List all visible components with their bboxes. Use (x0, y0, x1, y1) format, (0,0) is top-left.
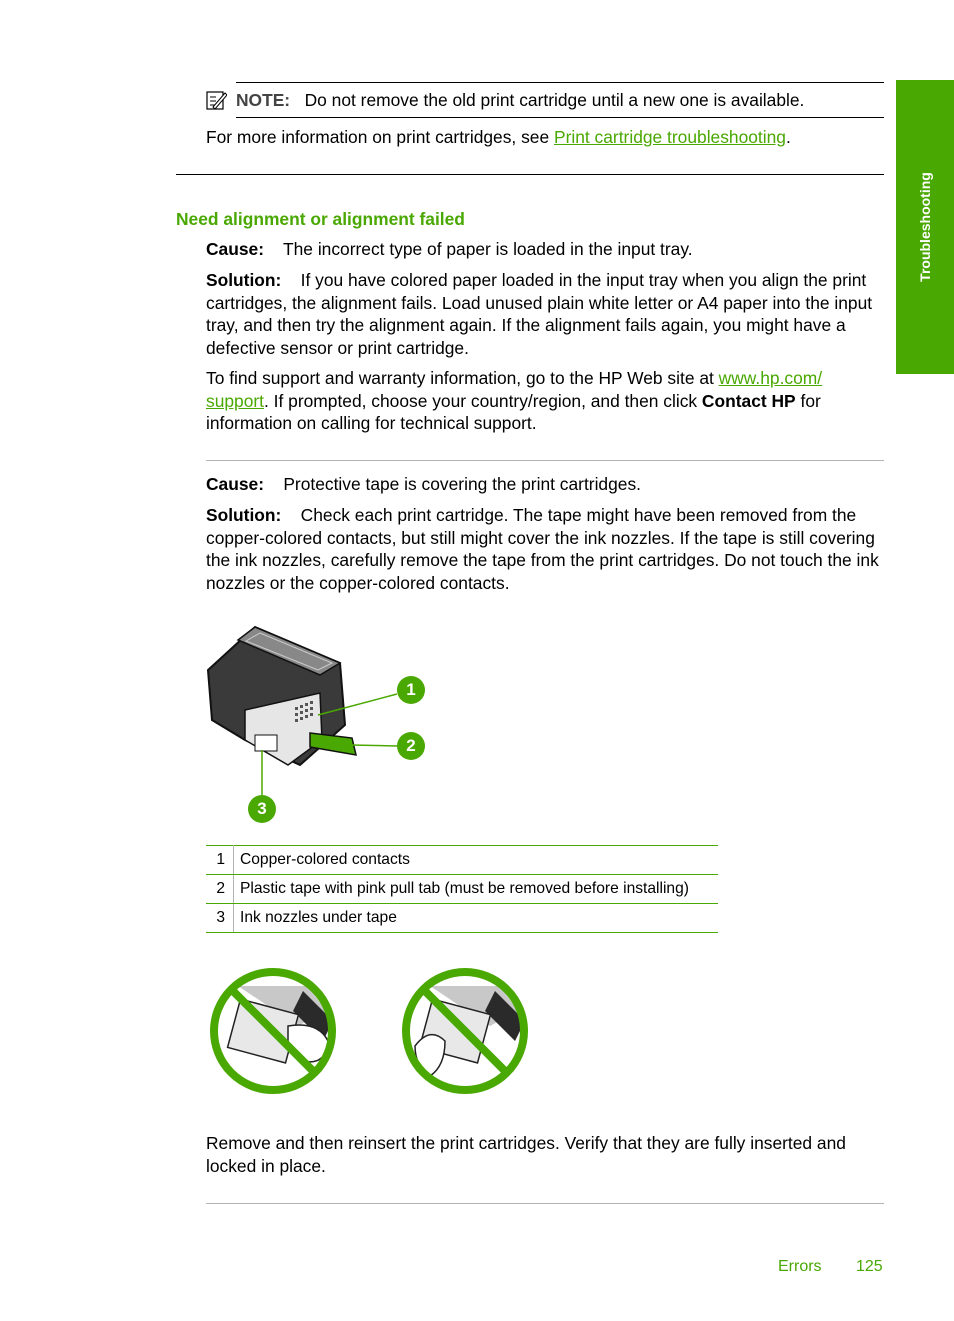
legend-num: 3 (206, 904, 234, 933)
print-cartridge-troubleshooting-link[interactable]: Print cartridge troubleshooting (553, 127, 786, 147)
table-row (206, 904, 718, 933)
cause-1 (206, 238, 886, 261)
section-heading: Need alignment or alignment failed (176, 209, 465, 229)
more-info-suffix: . (785, 127, 791, 147)
callout-2: 2 (397, 732, 425, 760)
page-number: 125 (856, 1258, 883, 1275)
note-icon (205, 89, 227, 111)
side-tab-troubleshooting (896, 80, 954, 374)
solution-1-label: Solution: (206, 270, 282, 290)
support-paragraph (206, 367, 886, 435)
legend-num: 2 (206, 875, 234, 904)
solution-2-label: Solution: (206, 505, 282, 525)
section-rule (176, 174, 884, 175)
divider-rule (206, 460, 884, 461)
callout-1: 1 (397, 676, 425, 704)
table-row (206, 846, 718, 875)
cause-2-label: Cause: (206, 474, 264, 494)
more-info-text: For more information on print cartridges, see (206, 127, 554, 147)
cause-2 (206, 473, 886, 496)
note-text: Do not remove the old print cartridge until a new one is available. (304, 90, 805, 110)
footer-section: Errors (778, 1258, 822, 1275)
cause-1-label: Cause: (206, 239, 264, 259)
legend-text: Copper-colored contacts (234, 846, 719, 875)
callout-3: 3 (248, 795, 276, 823)
legend-text: Plastic tape with pink pull tab (must be removed before installing) (234, 875, 719, 904)
support-text: To find support and warranty information, go to the HP Web site at (206, 368, 719, 388)
note-bottom-rule (236, 117, 884, 118)
note-label: NOTE: (236, 90, 291, 110)
reinsert-paragraph: Remove and then reinsert the print cartridges. Verify that they are fully inserted and locked in place. (206, 1133, 846, 1176)
legend-num: 1 (206, 846, 234, 875)
cause-2-text: Protective tape is covering the print cartridges. (283, 474, 641, 494)
prohibition-icon (208, 966, 338, 1096)
more-info-paragraph (206, 126, 886, 149)
cartridge-illustration (200, 615, 440, 830)
hp-support-link[interactable]: www.hp.com/ support (206, 368, 823, 411)
support-suffix: for information on calling for technical support. (206, 390, 821, 433)
support-middle: . If prompted, choose your country/region, and then click (264, 390, 702, 411)
cause-1-text: The incorrect type of paper is loaded in the input tray. (283, 239, 693, 259)
table-row (206, 875, 718, 904)
note-top-rule (236, 82, 884, 83)
solution-1 (206, 269, 886, 359)
contact-hp: Contact HP (701, 390, 796, 411)
legend-table (206, 845, 718, 933)
legend-text: Ink nozzles under tape (234, 904, 719, 933)
solution-2-text: Check each print cartridge. The tape might have been removed from the copper-colored contacts, but still might cover the ink nozzles. If the tape is still covering the ink nozzles, carefully remove the tape from the print cartridges. Do not touch the ink nozzles or the copper-colored contacts. (206, 505, 879, 593)
note (236, 89, 886, 112)
bottom-rule (206, 1203, 884, 1204)
solution-2 (206, 504, 886, 594)
side-tab-label: Troubleshooting (916, 172, 933, 282)
prohibition-icon (400, 966, 530, 1096)
solution-1-text: If you have colored paper loaded in the input tray when you align the print cartridges, the alignment fails. Load unused plain white letter or A4 paper into the input tray, and then try the alignment again. If the alignment fails again, you might have a defective sensor or print cartridge. (206, 270, 873, 358)
